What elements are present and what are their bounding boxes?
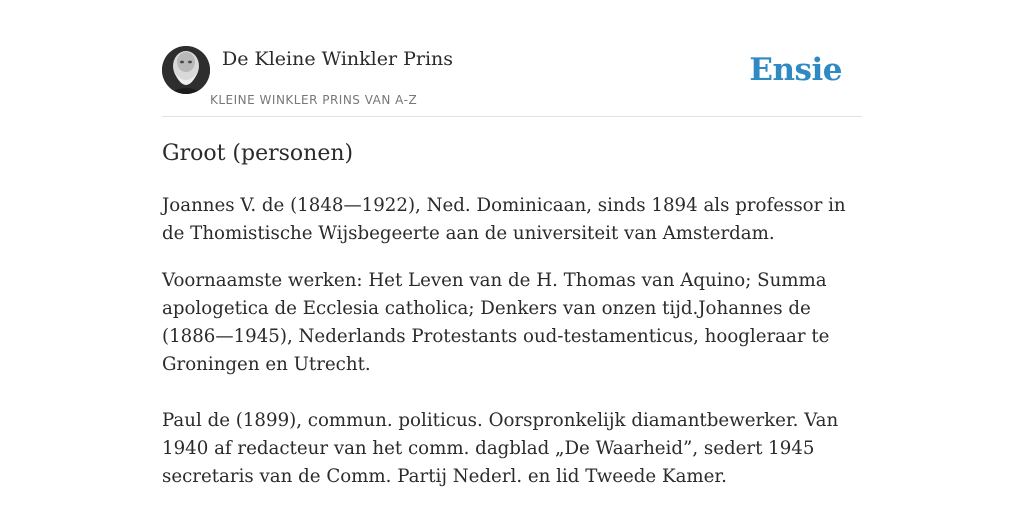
book-title[interactable]: De Kleine Winkler Prins xyxy=(222,48,454,70)
entry-paragraph: Voornaamste werken: Het Leven van de H. Thomas van Aquino; Summa apologetica de Ecclesia catholica; Denkers van onzen tijd.Johannes de (1886—1945), Nederlands Protestants oud-testamenticus, hoogleraar te Groningen en Utrecht. Paul de (1899), commun. politicus. Oorspronkelijk diamantbewerker. Van 1940 af redacteur van het comm. dagblad „De Waarheid”, sedert 1945 secretaris van de Comm. Partij Nederl. en lid Tweede Kamer. xyxy=(162,270,839,487)
entry-title: Groot (personen) xyxy=(162,141,354,166)
page-header xyxy=(162,46,862,117)
book-subtitle[interactable]: KLEINE WINKLER PRINS VAN A-Z xyxy=(210,93,418,107)
entry-paragraph: Joannes V. de (1848—1922), Ned. Dominicaan, sinds 1894 als professor in de Thomistische Wijsbegeerte aan de universiteit van Amsterdam. xyxy=(162,195,846,244)
author-portrait-icon[interactable] xyxy=(162,46,210,94)
entry-content xyxy=(162,138,862,491)
brand-logo[interactable]: Ensie xyxy=(749,52,842,88)
portrait-image xyxy=(162,46,210,94)
